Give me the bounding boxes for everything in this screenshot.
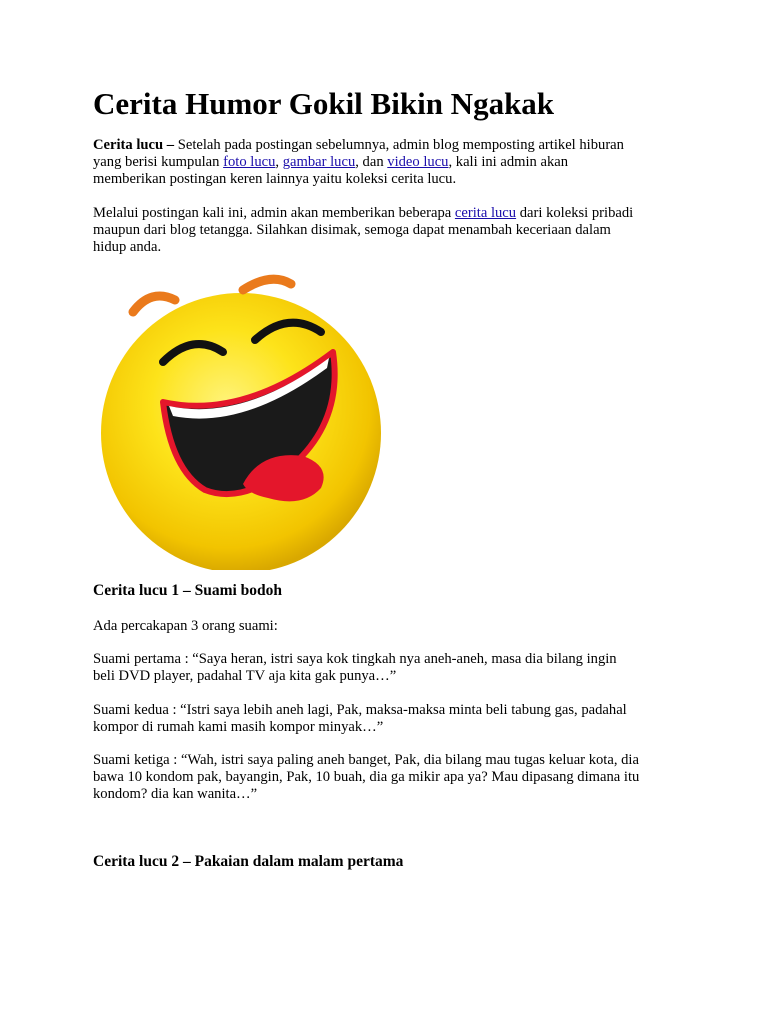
intro-lead: Cerita lucu – xyxy=(93,137,175,153)
link-cerita-lucu[interactable]: cerita lucu xyxy=(454,205,517,221)
intro-line-3: memberikan postingan keren lainnya yaitu koleksi cerita lucu. xyxy=(93,171,457,187)
intro-line-1 xyxy=(93,137,683,154)
section1-paragraph-2 xyxy=(93,651,683,685)
intro-sep-1: , xyxy=(275,154,283,170)
section1-p4-line-1: Suami ketiga : “Wah, istri saya paling aneh banget, Pak, dia bilang mau tugas keluar kota, dia xyxy=(93,752,639,768)
laughing-smiley-image xyxy=(93,270,393,570)
intro-sep-2: , dan xyxy=(355,154,388,170)
section1-p4-line-2: bawa 10 kondom pak, bayangin, Pak, 10 buah, dia ga mikir apa ya? Mau dipasang dimana itu xyxy=(93,769,640,785)
para2-line-1-end: dari koleksi pribadi xyxy=(516,205,634,221)
section1-p1-line: Ada percakapan 3 orang suami: xyxy=(93,618,278,634)
section-heading-2: Cerita lucu 2 – Pakaian dalam malam pertama xyxy=(93,853,404,870)
section1-paragraph-4 xyxy=(93,752,683,803)
section1-p3-line-1: Suami kedua : “Istri saya lebih aneh lagi, Pak, maksa-maksa minta beli tabung gas, padahal xyxy=(93,702,627,718)
section1-paragraph-3 xyxy=(93,702,683,736)
intro-line-2 xyxy=(93,154,683,171)
intro-line-1-text: Setelah pada postingan sebelumnya, admin blog memposting artikel hiburan xyxy=(174,137,624,153)
section-heading-1: Cerita lucu 1 – Suami bodoh xyxy=(93,582,283,599)
left-eyebrow xyxy=(133,296,175,312)
right-eyebrow xyxy=(243,279,291,290)
para2-line-3: hidup anda. xyxy=(93,239,162,255)
link-video-lucu[interactable]: video lucu xyxy=(387,154,449,170)
section1-p2-line-1: Suami pertama : “Saya heran, istri saya kok tingkah nya aneh-aneh, masa dia bilang ingin xyxy=(93,651,617,667)
link-foto-lucu[interactable]: foto lucu xyxy=(223,154,276,170)
page-title: Cerita Humor Gokil Bikin Ngakak xyxy=(93,86,555,121)
para2-line-1 xyxy=(93,205,683,222)
link-gambar-lucu[interactable]: gambar lucu xyxy=(282,154,356,170)
second-paragraph xyxy=(93,205,683,256)
intro-line-2-end: , kali ini admin akan xyxy=(448,154,569,170)
para2-line-1-text: Melalui postingan kali ini, admin akan memberikan beberapa xyxy=(93,205,455,221)
section1-p3-line-2: kompor di rumah kami masih kompor minyak…” xyxy=(93,719,384,735)
section1-paragraph-1 xyxy=(93,618,683,635)
section1-p2-line-2: beli DVD player, padahal TV aja kita gak punya…” xyxy=(93,668,397,684)
intro-line-2-text: yang berisi kumpulan xyxy=(93,154,224,170)
intro-paragraph xyxy=(93,137,683,188)
para2-line-2: maupun dari blog tetangga. Silahkan disimak, semoga dapat menambah keceriaan dalam xyxy=(93,222,611,238)
section1-p4-line-3: kondom? dia kan wanita…” xyxy=(93,786,258,802)
